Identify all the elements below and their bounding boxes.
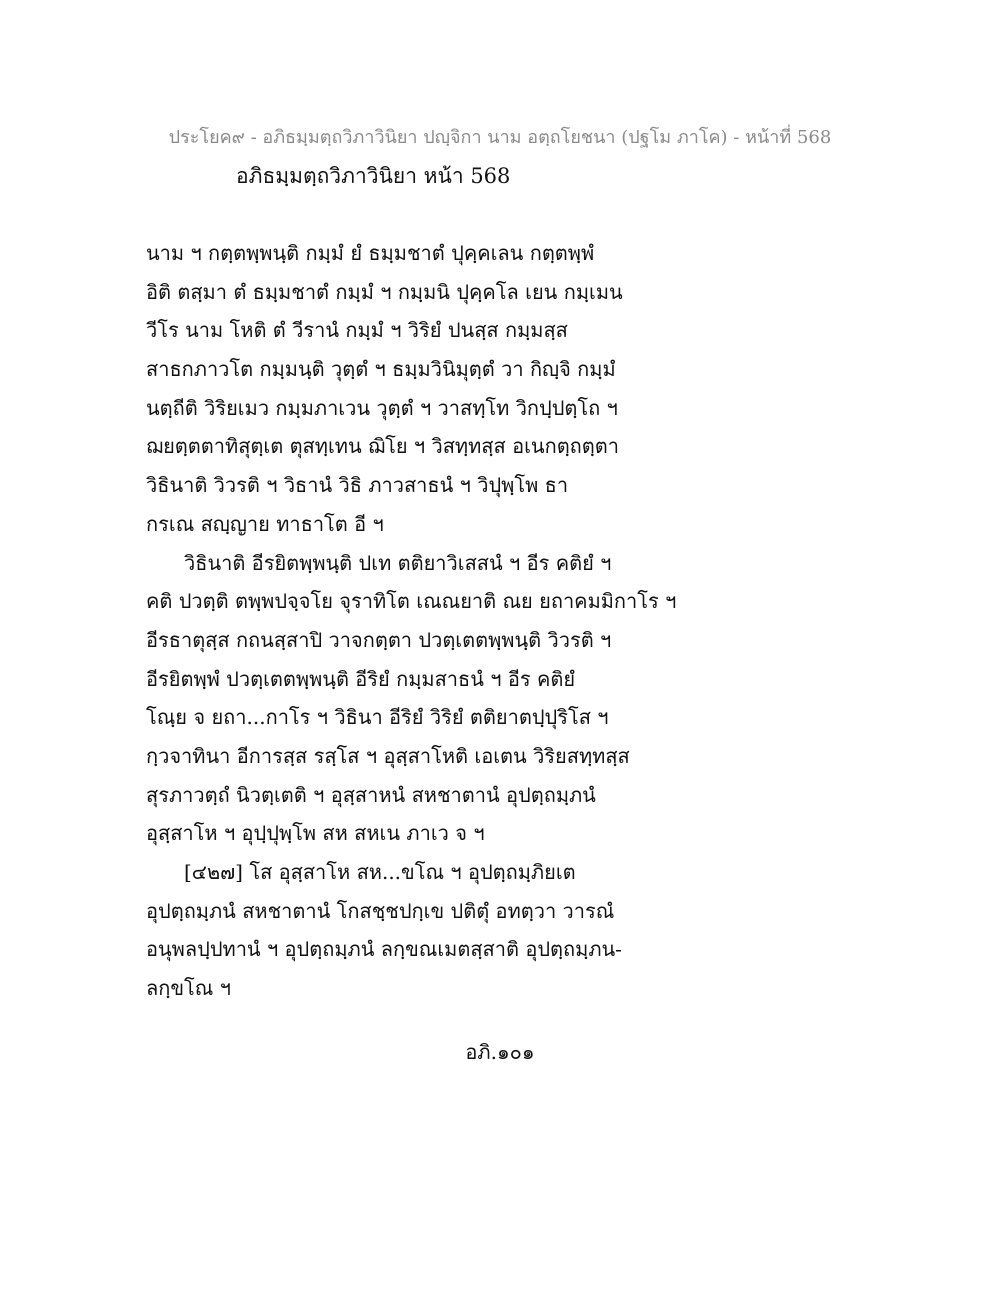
text-line: สาธกภาวโต กมฺมนฺติ วุตฺตํ ฯ ธมฺมวินิมุตฺตํ วา กิญฺจิ กมฺมํ (146, 357, 616, 382)
text-line: กรเณ สญฺญาย ทาธาโต อี ฯ (146, 511, 384, 536)
text-line: นตฺถีติ วิริยเมว กมฺมภาเวน วุตฺตํ ฯ วาสทฺโท วิกปฺปตฺโถ ฯ (146, 395, 618, 420)
page-title: อภิธมฺมตฺถวิภาวินิยา หน้า 568 (236, 164, 511, 188)
text-line: วิธินาติ วิวรติ ฯ วิธานํ วิธิ ภาวสาธนํ ฯ วิปุพฺโพ ธา (146, 473, 569, 498)
signature-mark: อภิ.๑๐๑ (465, 1040, 535, 1064)
text-line: วีโร นาม โหติ ตํ วีรานํ กมฺมํ ฯ วิริยํ ปนสฺส กมฺมสฺส (146, 318, 568, 343)
text-line: อิติ ตสฺมา ตํ ธมฺมชาตํ กมฺมํ ฯ กมฺมนิ ปุคฺคโล เยน กมฺเมน (146, 279, 623, 304)
text-line: อุสฺสาโห ฯ อุปฺปุพฺโพ สห สหเน ภาเว จ ฯ (146, 821, 485, 846)
running-header: ประโยค๙ - อภิธมฺมตฺถวิภาวินิยา ปญฺจิกา นาม อตฺถโยชนา (ปฐโม ภาโค) - หน้าที่ 568 (168, 127, 832, 148)
text-line: ฌยตฺตตาทิสุตฺเต ตุสทฺเทน ฌิโย ฯ วิสทฺทสฺส อเนกตฺถตฺตา (146, 434, 619, 459)
text-line: อุปตฺถมฺภนํ สหชาตานํ โกสชฺชปกฺเข ปติตุํ อทตฺวา วารณํ (146, 898, 615, 923)
paragraph-start-line: [๔๒๗] โส อุสฺสาโห สห...ขโณ ฯ อุปตฺถมฺภิยเต (184, 860, 576, 884)
text-line: นาม ฯ กตฺตพฺพนฺติ กมฺมํ ยํ ธมฺมชาตํ ปุคฺคเลน กตฺตพฺพํ (146, 241, 595, 265)
paragraph-start-line: วิธินาติ อีรยิตพฺพนฺติ ปเท ตติยาวิเสสนํ ฯ อีร คติยํ ฯ (184, 550, 612, 575)
text-line: กฺวจาทินา อีการสฺส รสฺโส ฯ อุสฺสาโหติ เอเตน วิริยสทฺทสฺส (146, 743, 630, 768)
text-line: อีรธาตุสฺส กถนสฺสาปิ วาจกตฺตา ปวตฺเตตพฺพนฺติ วิวรติ ฯ (146, 627, 612, 652)
text-line: ลกฺขโณ ฯ (146, 976, 231, 1001)
text-line: สุรภาวตฺถํ นิวตฺเตติ ฯ อุสฺสาหนํ สหชาตานํ อุปตฺถมฺภนํ (146, 782, 596, 807)
text-line: อนุพลปฺปทานํ ฯ อุปตฺถมฺภนํ ลกฺขณเมตสฺสาติ อุปตฺถมฺภน- (146, 937, 622, 962)
body-text (146, 234, 866, 1008)
text-line: คติ ปวตฺติ ตพฺพปจฺจโย จุราทิโต เณณยาติ ณย ยถาคมมิกาโร ฯ (146, 589, 677, 614)
text-line: โณฺย จ ยถา...กาโร ฯ วิธินา อีริยํ วิริยํ ตติยาตปฺปุริโส ฯ (146, 705, 609, 730)
text-line: อีรยิตพฺพํ ปวตฺเตตพฺพนฺติ อีริยํ กมฺมสาธนํ ฯ อีร คติยํ (146, 666, 576, 691)
